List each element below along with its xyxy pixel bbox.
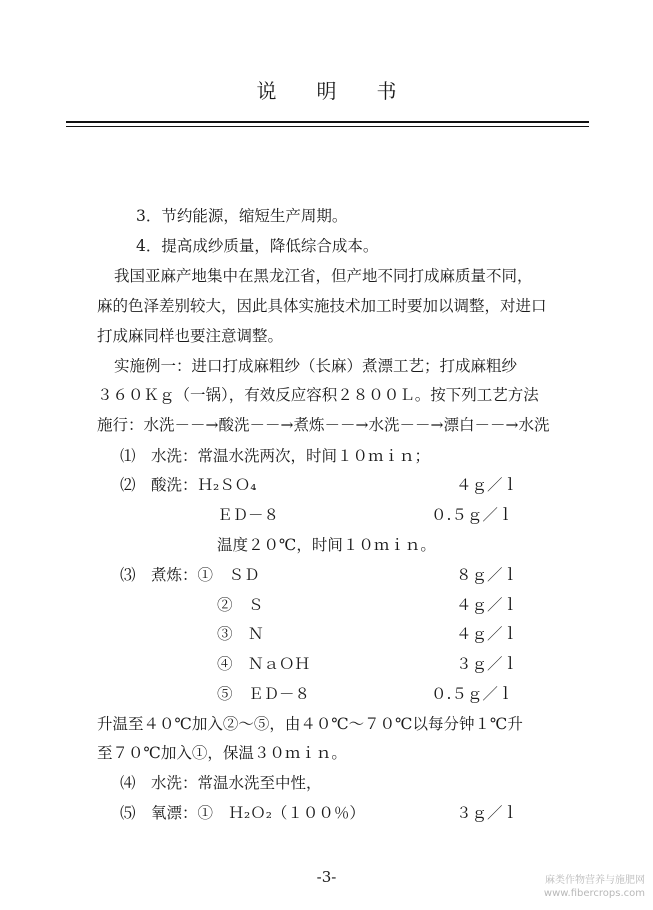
- text-line: ② Ｓ: [217, 596, 264, 614]
- text-line: 3．节约能源，缩短生产周期。: [136, 207, 348, 225]
- value-cell: ４ｇ／ｌ: [456, 625, 519, 643]
- value-cell: ０.５ｇ／ｌ: [431, 506, 514, 524]
- text-line: ⑤ ＥＤ－８: [217, 685, 311, 703]
- value-cell: ８ｇ／ｌ: [456, 566, 519, 584]
- page-number: -3-: [316, 868, 337, 886]
- watermark-site-url: www.fibercrops.com: [543, 888, 645, 899]
- text-line: ④ ＮａＯＨ: [217, 655, 311, 673]
- text-line: 施行：水洗－－→酸洗－－→煮炼－－→水洗－－→漂白－－→水洗: [97, 416, 550, 434]
- value-cell: ３ｇ／ｌ: [456, 655, 519, 673]
- text-line: ３６０Ｋｇ（一锅），有效反应容积２８００Ｌ。按下列工艺方法: [97, 386, 539, 404]
- value-cell: ４ｇ／ｌ: [456, 476, 519, 494]
- value-cell: ３ｇ／ｌ: [456, 804, 519, 822]
- text-line: ⑷ 水洗：常温水洗至中性，: [120, 774, 322, 792]
- text-line: 至７０℃加入①，保温３０ｍｉｎ。: [97, 744, 347, 762]
- text-line: 实施例一：进口打成麻粗纱（长麻）煮漂工艺；打成麻粗纱: [114, 357, 518, 375]
- text-line: ③ Ｎ: [217, 625, 264, 643]
- value-cell: ０.５ｇ／ｌ: [431, 685, 514, 703]
- text-line: ⑸ 氧漂：① Ｈ₂Ｏ₂（１００％）: [120, 804, 365, 822]
- text-line: 温度２０℃，时间１０ｍｉｎ。: [217, 536, 436, 554]
- watermark-site-name: 麻类作物营养与施肥网: [545, 875, 645, 886]
- text-line: 我国亚麻产地集中在黑龙江省，但产地不同打成麻质量不同，: [114, 267, 533, 285]
- text-line: ⑵ 酸洗：Ｈ₂ＳＯ₄: [120, 476, 257, 494]
- value-cell: ４ｇ／ｌ: [456, 596, 519, 614]
- text-line: 4．提高成纱质量，降低综合成本。: [136, 237, 379, 255]
- text-line: ⑶ 煮炼：① ＳＤ: [120, 566, 260, 584]
- text-line: 升温至４０℃加入②～⑤，由４０℃～７０℃以每分钟１℃升: [97, 715, 523, 733]
- header-rule-thin: [66, 126, 589, 127]
- text-line: ＥＤ－８: [217, 506, 280, 524]
- watermark: [544, 874, 645, 900]
- text-line: 麻的色泽差别较大，因此具体实施技术加工时要加以调整，对进口: [97, 297, 547, 315]
- text-line: 打成麻同样也要注意调整。: [97, 327, 284, 345]
- text-line: ⑴ 水洗：常温水洗两次，时间１０ｍｉｎ；: [120, 447, 431, 465]
- page-title: 说明书: [256, 79, 437, 103]
- header-rule-thick: [66, 121, 589, 123]
